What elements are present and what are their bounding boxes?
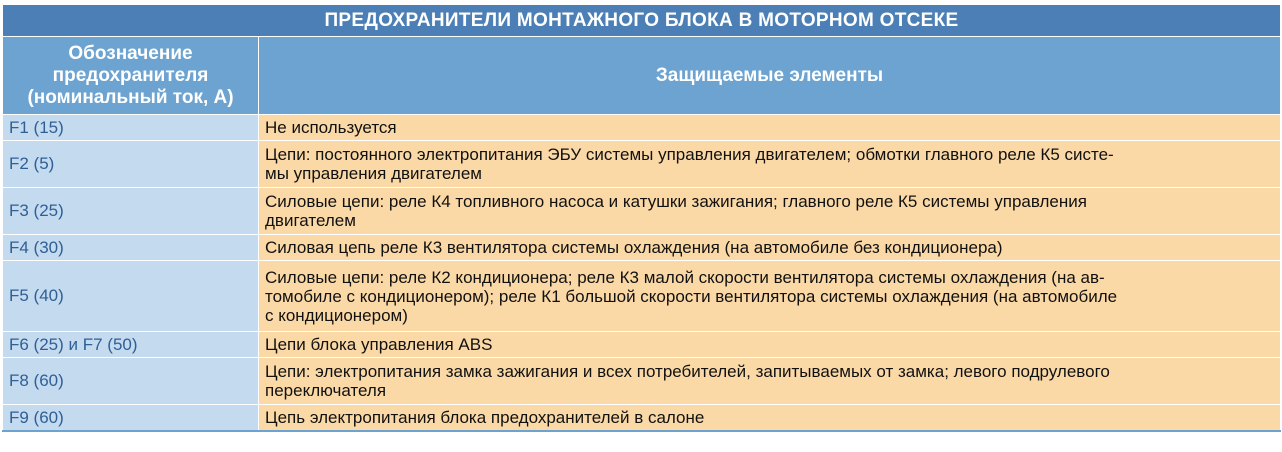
header-fuse-line-3: (номинальный ток, А) (27, 86, 234, 108)
protected-elements-cell (259, 332, 1281, 358)
header-fuse-line-1: Обозначение (68, 42, 193, 64)
fuse-designation-cell: F2 (5) (3, 141, 259, 188)
protected-elements-cell (259, 261, 1281, 332)
fuse-designation-cell: F4 (30) (3, 235, 259, 261)
header-row (3, 37, 1281, 115)
table-row (3, 188, 1281, 235)
fuse-designation-cell: F6 (25) и F7 (50) (3, 332, 259, 358)
description-line: Цепи: электропитания замка зажигания и всех потребителей, запитываемых от замка; левого подрулевого (265, 362, 1110, 381)
protected-elements-cell (259, 141, 1281, 188)
header-fuse-line-2: предохранителя (52, 64, 209, 86)
description-line: Цепи: постоянного электропитания ЭБУ системы управления двигателем; обмотки главного реле К5 систе- (265, 145, 1114, 164)
description-line: Силовая цепь реле К3 вентилятора системы охлаждения (на автомобиле без кондиционера) (265, 238, 1003, 257)
table-row (3, 261, 1281, 332)
table-row (3, 235, 1281, 261)
fuse-designation-cell: F5 (40) (3, 261, 259, 332)
table-row (3, 358, 1281, 405)
fuse-designation-cell: F9 (60) (3, 405, 259, 432)
protected-elements-cell (259, 405, 1281, 432)
fuse-table (2, 4, 1281, 432)
description-line: Цепь электропитания блока предохранителей в салоне (265, 408, 705, 427)
description-line: с кондиционером) (265, 305, 408, 325)
description-line: мы управления двигателем (265, 164, 482, 183)
protected-elements-cell (259, 115, 1281, 141)
description-line: переключателя (265, 381, 387, 400)
fuse-designation-cell: F1 (15) (3, 115, 259, 141)
table-row (3, 405, 1281, 432)
title-row (3, 5, 1281, 37)
description-line: Силовые цепи: реле К4 топливного насоса и катушки зажигания; главного реле К5 системы управления (265, 192, 1087, 211)
description-line: Цепи блока управления ABS (265, 335, 493, 354)
table-title: ПРЕДОХРАНИТЕЛИ МОНТАЖНОГО БЛОКА В МОТОРНОМ ОТСЕКЕ (3, 5, 1281, 37)
header-fuse-designation (3, 37, 259, 115)
table-row (3, 141, 1281, 188)
description-line: Силовые цепи: реле К2 кондиционера; реле К3 малой скорости вентилятора системы охлаждения (на ав- (265, 267, 1105, 287)
table-body (3, 115, 1281, 432)
fuse-designation-cell: F3 (25) (3, 188, 259, 235)
header-protected-elements: Защищаемые элементы (259, 37, 1281, 115)
protected-elements-cell (259, 235, 1281, 261)
fuse-designation-cell: F8 (60) (3, 358, 259, 405)
protected-elements-cell (259, 358, 1281, 405)
table-row (3, 332, 1281, 358)
description-line: двигателем (265, 211, 356, 230)
table-row (3, 115, 1281, 141)
protected-elements-cell (259, 188, 1281, 235)
description-line: Не используется (265, 118, 397, 137)
description-line: томобиле с кондиционером); реле К1 большой скорости вентилятора системы охлаждения (на автомобиле (265, 286, 1118, 306)
